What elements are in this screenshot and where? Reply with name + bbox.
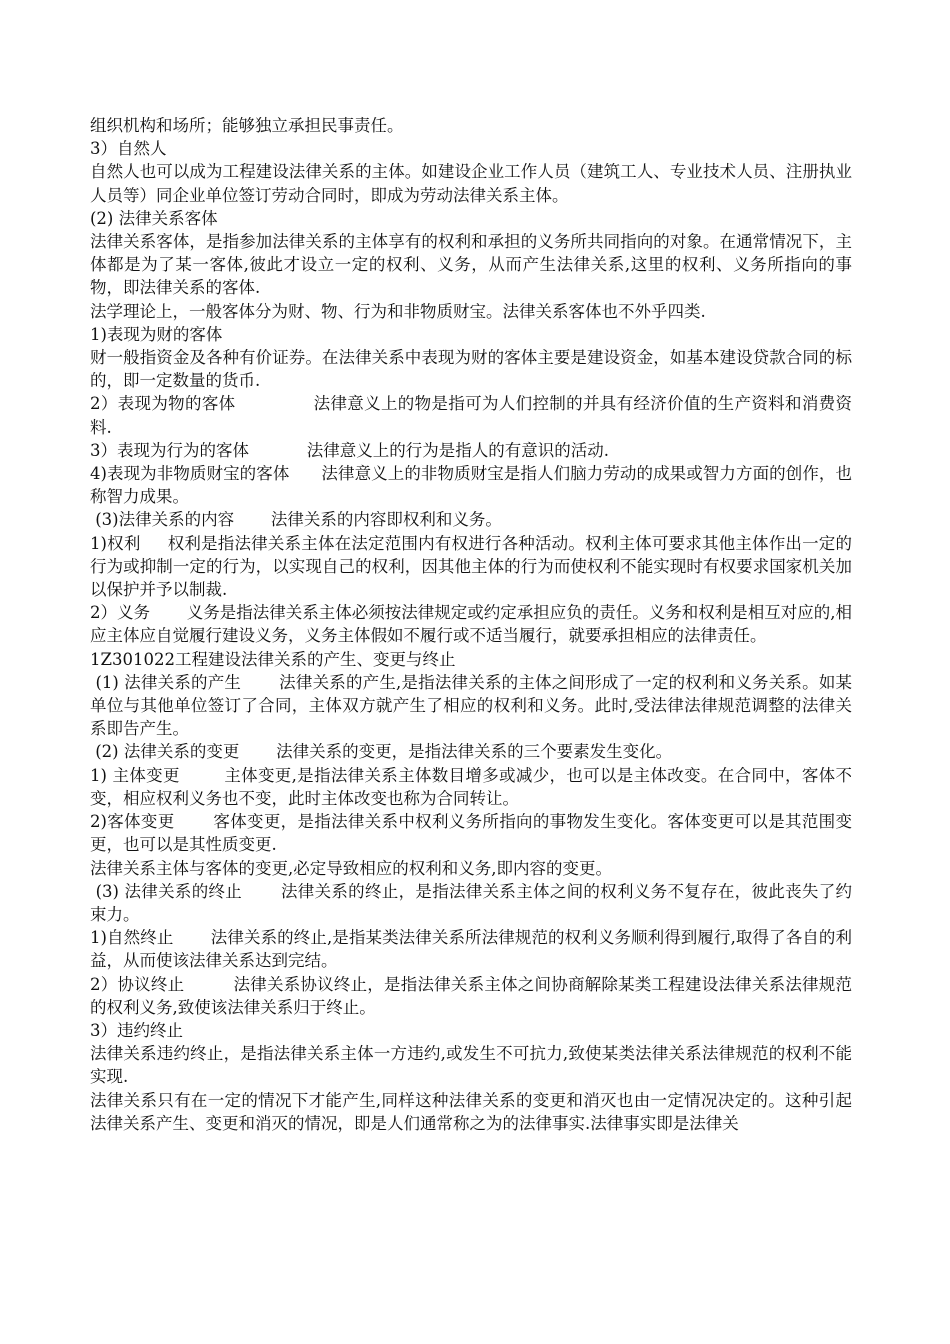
paragraph: 法律关系主体与客体的变更,必定导致相应的权利和义务,即内容的变更。 bbox=[90, 858, 612, 878]
paragraph: 2）义务 义务是指法律关系主体必须按法律规定或约定承担应负的责任。义务和权利是相互对应的,相应主体应自觉履行建设义务，义务主体假如不履行或不适当履行，就要承担相应的法律责任。 bbox=[90, 603, 852, 646]
paragraph: 3）自然人 bbox=[90, 139, 167, 159]
paragraph: 1)自然终止 法律关系的终止,是指某类法律关系所法律规范的权利义务顺利得到履行,取得了各自的利益，从而使该法律关系达到完结。 bbox=[90, 928, 852, 971]
paragraph: (2) 法律关系的变更 法律关系的变更，是指法律关系的三个要素发生变化。 bbox=[90, 742, 673, 762]
paragraph: 1) 主体变更 主体变更,是指法律关系主体数目增多或减少，也可以是主体改变。在合同中，客体不变，相应权利义务也不变，此时主体改变也称为合同转让。 bbox=[90, 765, 852, 808]
paragraph: 2)客体变更 客体变更，是指法律关系中权利义务所指向的事物发生变化。客体变更可以是其范围变更，也可以是其性质变更. bbox=[90, 812, 852, 855]
paragraph: 3）违约终止 bbox=[90, 1020, 183, 1040]
paragraph: 组织机构和场所；能够独立承担民事责任。 bbox=[90, 116, 404, 135]
paragraph: 自然人也可以成为工程建设法律关系的主体。如建设企业工作人员（建筑工人、专业技术人员、注册执业人员等）同企业单位签订劳动合同时，即成为劳动法律关系主体。 bbox=[90, 162, 852, 205]
paragraph: 法律关系违约终止，是指法律关系主体一方违约,或发生不可抗力,致使某类法律关系法律规范的权利不能实现. bbox=[90, 1044, 852, 1087]
paragraph: (1) 法律关系的产生 法律关系的产生,是指法律关系的主体之间形成了一定的权利和义务关系。如某单位与其他单位签订了合同，主体双方就产生了相应的权利和义务。此时,受法律法律规范调整的法律关系即告产生。 bbox=[90, 672, 853, 739]
paragraph: 2）表现为物的客体 法律意义上的物是指可为人们控制的并具有经济价值的生产资料和消费资料. bbox=[90, 394, 852, 437]
paragraph: 财一般指资金及各种有价证券。在法律关系中表现为财的客体主要是建设资金，如基本建设贷款合同的标的，即一定数量的货币. bbox=[90, 348, 852, 391]
paragraph: (3)法律关系的内容 法律关系的内容即权利和义务。 bbox=[90, 510, 502, 530]
paragraph: 1)表现为财的客体 bbox=[90, 324, 223, 344]
paragraph: 1)权利 权利是指法律关系主体在法定范围内有权进行各种活动。权利主体可要求其他主体作出一定的行为或抑制一定的行为，以实现自己的权利，因其他主体的行为而使权利不能实现时有权要求国家机关加以保护并予以制裁. bbox=[90, 533, 852, 600]
section-heading: 1Z301022工程建设法律关系的产生、变更与终止 bbox=[90, 649, 456, 669]
paragraph: 法律关系只有在一定的情况下才能产生,同样这种法律关系的变更和消灭也由一定情况决定的。这种引起法律关系产生、变更和消灭的情况，即是人们通常称之为的法律事实.法律事实即是法律关 bbox=[90, 1090, 852, 1133]
paragraph: 法律关系客体，是指参加法律关系的主体享有的权利和承担的义务所共同指向的对象。在通常情况下，主体都是为了某一客体,彼此才设立一定的权利、义务，从而产生法律关系,这里的权利、义务所指向的事物，即法律关系的客体. bbox=[90, 232, 852, 298]
paragraph: 3）表现为行为的客体 法律意义上的行为是指人的有意识的活动. bbox=[90, 440, 609, 460]
document-body bbox=[90, 114, 852, 1135]
paragraph: 法学理论上，一般客体分为财、物、行为和非物质财宝。法律关系客体也不外乎四类. bbox=[90, 301, 706, 321]
paragraph: 4)表现为非物质财宝的客体 法律意义上的非物质财宝是指人们脑力劳动的成果或智力方面的创作，也称智力成果。 bbox=[90, 464, 852, 507]
paragraph: (3) 法律关系的终止 法律关系的终止，是指法律关系主体之间的权利义务不复存在，彼此丧失了约束力。 bbox=[90, 881, 852, 924]
paragraph: 2）协议终止 法律关系协议终止，是指法律关系主体之间协商解除某类工程建设法律关系法律规范的权利义务,致使该法律关系归于终止。 bbox=[90, 974, 852, 1017]
paragraph: (2) 法律关系客体 bbox=[90, 208, 218, 228]
